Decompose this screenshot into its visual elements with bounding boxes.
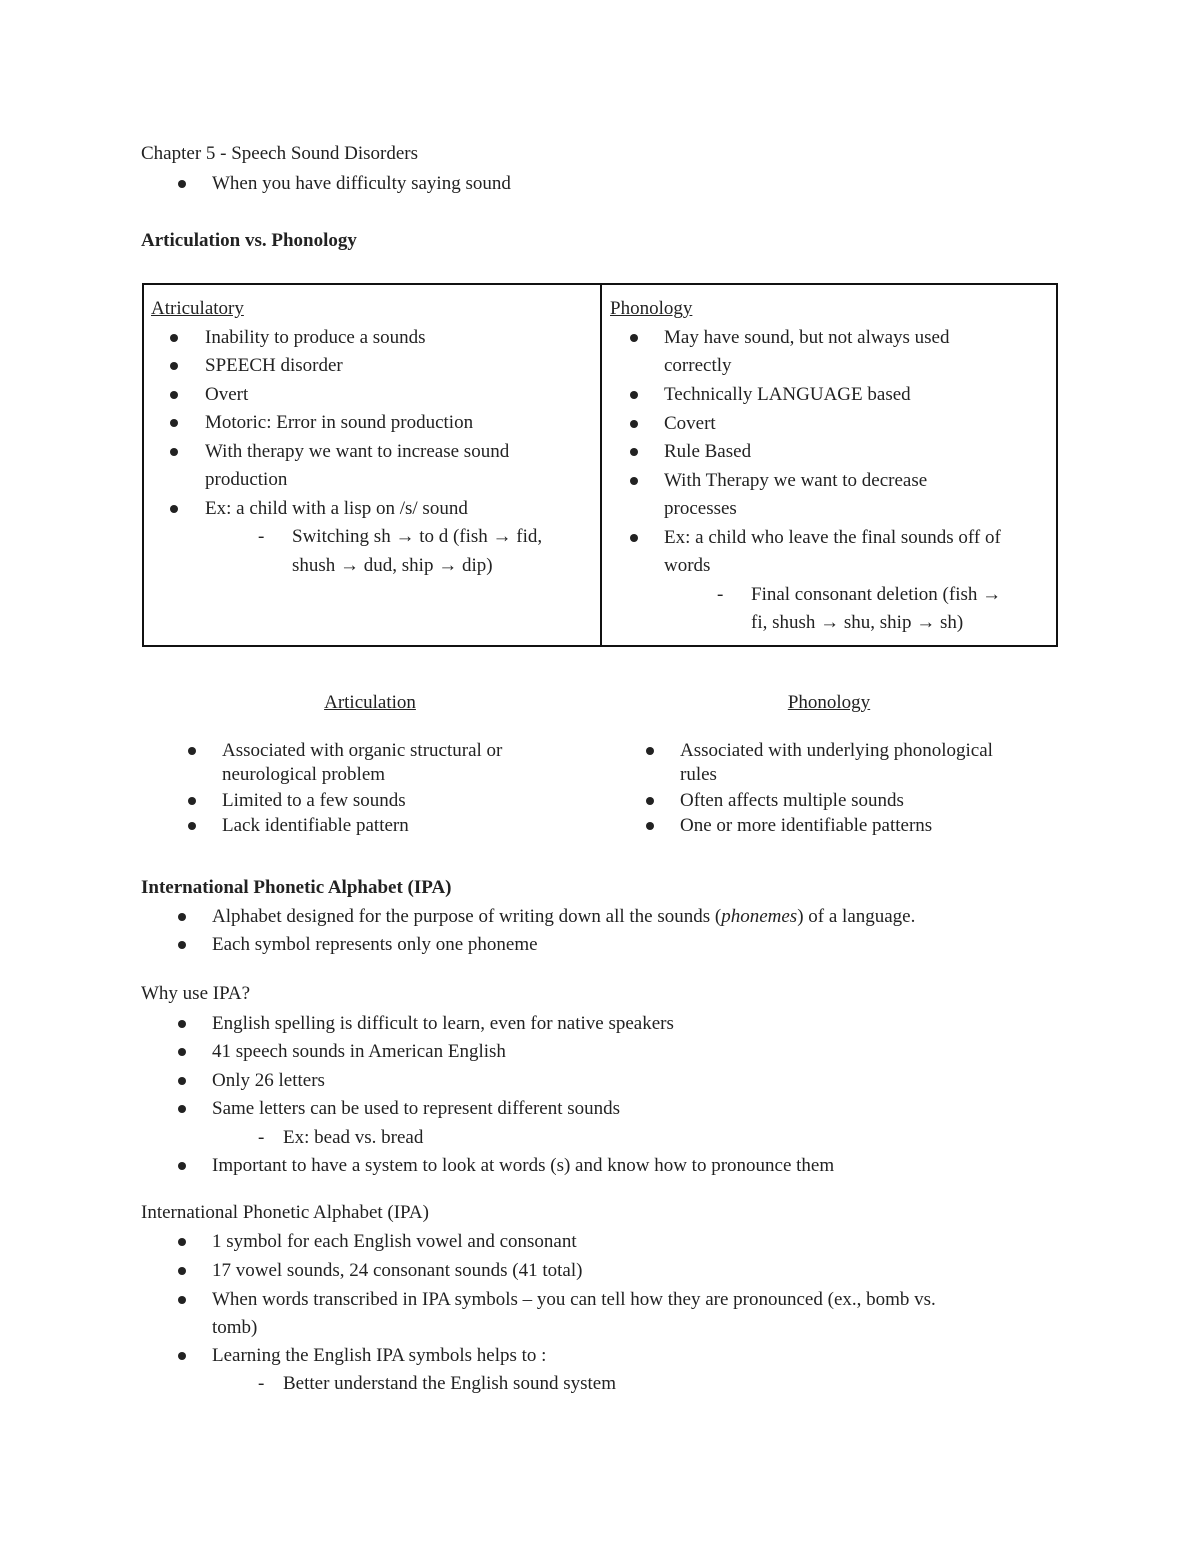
bullet-icon xyxy=(630,448,638,456)
table-right-subitem: Final consonant deletion (fish → xyxy=(751,584,1002,605)
emphasis-phonemes: phonemes xyxy=(721,906,798,927)
table-right-item: Technically LANGUAGE based xyxy=(664,384,911,405)
dash-icon: - xyxy=(258,1127,265,1148)
bullet-icon xyxy=(630,534,638,542)
compare-right-item: Often affects multiple sounds xyxy=(680,790,904,811)
bullet-icon xyxy=(178,1238,186,1246)
table-left-item: Inability to produce a sounds xyxy=(205,327,426,348)
why-subitem: Ex: bead vs. bread xyxy=(283,1127,424,1148)
dash-icon: - xyxy=(258,526,265,547)
bullet-icon xyxy=(178,1020,186,1028)
table-right-item: May have sound, but not always used xyxy=(664,327,950,348)
compare-right-heading: Phonology xyxy=(787,692,871,713)
bullet-icon xyxy=(178,1077,186,1085)
bullet-icon xyxy=(188,822,196,830)
section-heading-ipa-2: International Phonetic Alphabet (IPA) xyxy=(141,1202,429,1223)
compare-right-item: Associated with underlying phonological xyxy=(680,740,993,761)
compare-right-item: One or more identifiable patterns xyxy=(680,815,933,836)
bullet-icon xyxy=(170,448,178,456)
table-right-item: Rule Based xyxy=(664,441,752,462)
table-left-subitem-cont: shush → dud, ship → dip) xyxy=(292,555,493,576)
bullet-icon xyxy=(646,797,654,805)
bullet-icon xyxy=(170,391,178,399)
bullet-icon xyxy=(178,1267,186,1275)
dash-icon: - xyxy=(717,584,724,605)
ipa2-bullet-text-cont: tomb) xyxy=(212,1317,258,1338)
bullet-icon xyxy=(170,419,178,427)
table-right-item-cont: words xyxy=(664,555,711,576)
bullet-icon xyxy=(178,1048,186,1056)
bullet-icon xyxy=(170,334,178,342)
ipa2-subitem: Better understand the English sound system xyxy=(283,1373,616,1394)
compare-left-item: Limited to a few sounds xyxy=(222,790,406,811)
why-bullet-text: 41 speech sounds in American English xyxy=(212,1041,506,1062)
bullet-icon xyxy=(630,420,638,428)
bullet-icon xyxy=(170,505,178,513)
table-left-item: Ex: a child with a lisp on /s/ sound xyxy=(205,498,468,519)
dash-icon: - xyxy=(258,1373,265,1394)
why-bullet-text: Important to have a system to look at words (s) and know how to pronounce them xyxy=(212,1155,835,1176)
table-right-heading: Phonology xyxy=(610,298,693,319)
ipa2-bullet-text: 1 symbol for each English vowel and consonant xyxy=(212,1231,577,1252)
chapter-title: Chapter 5 - Speech Sound Disorders xyxy=(141,143,419,164)
ipa-bullet-text: Each symbol represents only one phoneme xyxy=(212,934,538,955)
table-left-subitem: Switching sh → to d (fish → fid, xyxy=(292,526,543,547)
ipa2-bullet-text: When words transcribed in IPA symbols – you can tell how they are pronounced (ex., bomb vs. xyxy=(212,1289,936,1310)
table-column-divider xyxy=(600,283,602,647)
bullet-icon xyxy=(178,1296,186,1304)
table-right-item-cont: correctly xyxy=(664,355,732,376)
compare-right-item-cont: rules xyxy=(680,764,717,785)
section-heading-articulation-vs-phonology: Articulation vs. Phonology xyxy=(141,230,357,251)
table-left-item: SPEECH disorder xyxy=(205,355,343,376)
compare-left-item: Lack identifiable pattern xyxy=(222,815,409,836)
compare-left-item: Associated with organic structural or xyxy=(222,740,503,761)
why-bullet-text: Only 26 letters xyxy=(212,1070,325,1091)
table-right-item-cont: processes xyxy=(664,498,737,519)
compare-left-item-cont: neurological problem xyxy=(222,764,386,785)
table-right-item: Ex: a child who leave the final sounds off of xyxy=(664,527,1001,548)
table-left-item: Overt xyxy=(205,384,249,405)
ipa2-bullet-text: Learning the English IPA symbols helps to : xyxy=(212,1345,547,1366)
ipa-bullet-text: Alphabet designed for the purpose of writing down all the sounds (phonemes) of a language. xyxy=(212,906,916,927)
bullet-icon xyxy=(630,391,638,399)
bullet-icon xyxy=(178,1162,186,1170)
table-left-heading: Atriculatory xyxy=(151,298,244,319)
bullet-icon xyxy=(630,334,638,342)
bullet-icon xyxy=(178,913,186,921)
table-right-subitem-cont: fi, shush → shu, ship → sh) xyxy=(751,612,964,633)
bullet-icon xyxy=(630,477,638,485)
bullet-icon xyxy=(646,747,654,755)
table-right-item: With Therapy we want to decrease xyxy=(664,470,928,491)
table-left-item: With therapy we want to increase sound xyxy=(205,441,510,462)
bullet-icon xyxy=(188,747,196,755)
section-heading-ipa: International Phonetic Alphabet (IPA) xyxy=(141,877,452,898)
bullet-icon xyxy=(178,1352,186,1360)
bullet-icon xyxy=(178,180,186,188)
table-left-item-cont: production xyxy=(205,469,288,490)
bullet-icon xyxy=(178,941,186,949)
table-right-item: Covert xyxy=(664,413,716,434)
bullet-icon xyxy=(188,797,196,805)
why-bullet-text: Same letters can be used to represent different sounds xyxy=(212,1098,621,1119)
compare-left-heading: Articulation xyxy=(324,692,416,713)
bullet-icon xyxy=(646,822,654,830)
intro-bullet-text: When you have difficulty saying sound xyxy=(212,173,511,194)
bullet-icon xyxy=(170,362,178,370)
section-heading-why-ipa: Why use IPA? xyxy=(141,983,251,1004)
why-bullet-text: English spelling is difficult to learn, even for native speakers xyxy=(212,1013,674,1034)
bullet-icon xyxy=(178,1105,186,1113)
table-left-item: Motoric: Error in sound production xyxy=(205,412,474,433)
ipa2-bullet-text: 17 vowel sounds, 24 consonant sounds (41 total) xyxy=(212,1260,583,1281)
